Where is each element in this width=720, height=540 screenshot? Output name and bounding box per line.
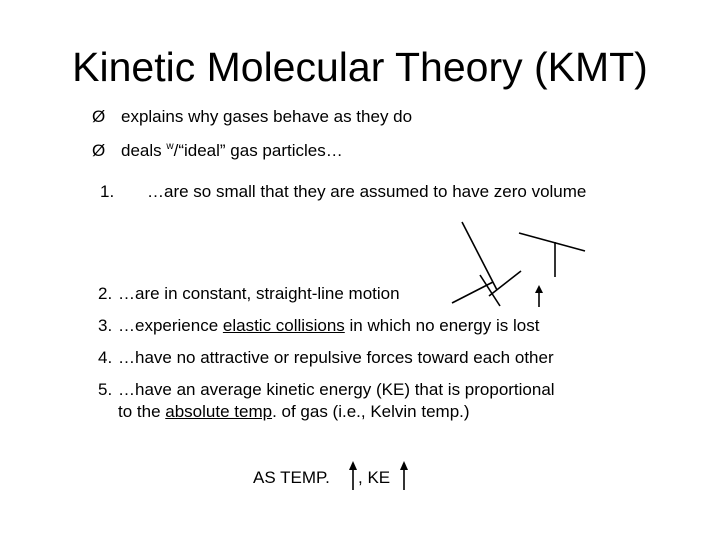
up-arrow-head: [349, 461, 357, 470]
item-text-2: …are in constant, straight-line motion: [118, 284, 400, 303]
underlined-term: elastic collisions: [222, 316, 345, 335]
footer-text-temp: AS TEMP.: [253, 468, 330, 487]
bullet-text-1: explains why gases behave as they do: [121, 107, 413, 126]
footer-text-ke: , KE: [358, 468, 391, 487]
underlined-term: absolute temp: [165, 402, 273, 421]
item-text-5-line2: to the absolute temp. of gas (i.e., Kelvin temp.): [118, 402, 470, 421]
item-text-4: …have no attractive or repulsive forces toward each other: [118, 348, 554, 367]
item-number-1: 1.: [100, 182, 115, 201]
slide-title: Kinetic Molecular Theory (KMT): [72, 44, 648, 90]
item-number-2: 2.: [98, 284, 113, 303]
item-number-3: 3.: [98, 316, 113, 335]
item-text-1: …are so small that they are assumed to have zero volume: [147, 182, 587, 201]
up-arrow-head: [400, 461, 408, 470]
bullet-marker-2: Ø: [92, 141, 106, 160]
item-number-4: 4.: [98, 348, 113, 367]
item-text-3: …experience elastic collisions in which no energy is lost: [118, 316, 540, 335]
bullet-text-2: deals $^w$/“ideal” gas particles…: [121, 141, 343, 160]
bullet-marker-1: Ø: [92, 107, 106, 126]
item-number-5: 5.: [98, 380, 113, 399]
item-text-5: …have an average kinetic energy (KE) that is proportional: [118, 380, 555, 399]
